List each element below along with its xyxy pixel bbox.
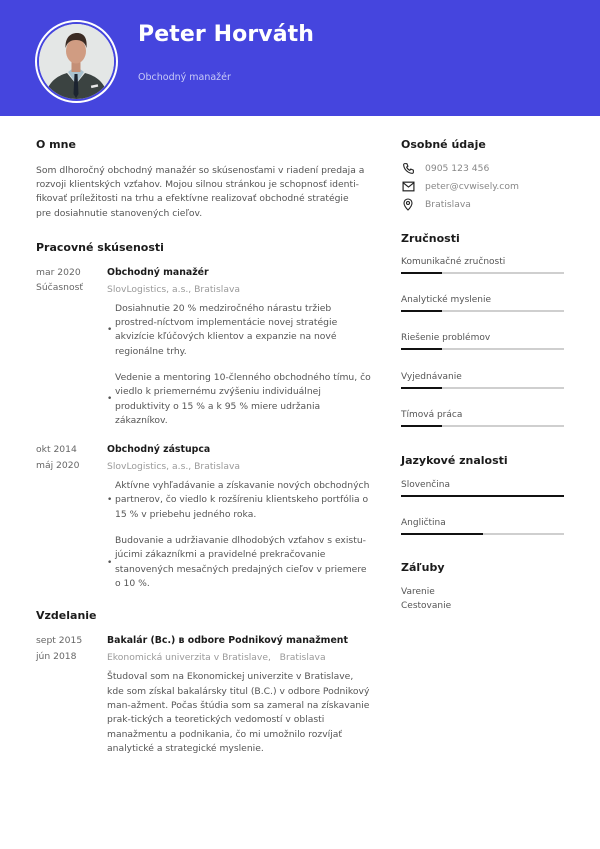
skill-bar-fill [401, 425, 442, 427]
skill-label: Vyjednávanie [401, 372, 462, 382]
language-label: Slovenčina [401, 480, 450, 490]
skill-item [401, 294, 564, 306]
skill-bar-fill [401, 348, 442, 350]
candidate-title: Obchodný manažér [138, 72, 231, 83]
main-column [36, 116, 372, 757]
skill-item [401, 371, 564, 383]
bullet-text: Vedenie a mentoring 10-členného obchodného tímu, čo viedlo k priemernému zvýšeniu individuálnej produktivity o 15 % a k 95 % miere udržania zákazníkov. [115, 372, 371, 426]
location-icon [401, 197, 415, 211]
skill-bar [401, 310, 564, 312]
bullet-list [107, 302, 372, 428]
end-date: Súčasnosť [36, 282, 83, 294]
education-entry-body [107, 633, 372, 756]
bullet-item [107, 371, 372, 428]
start-date: sept 2015 [36, 635, 83, 647]
work-entry [36, 265, 372, 432]
phone-icon [401, 161, 415, 175]
work-entry [36, 442, 372, 595]
language-bar [401, 495, 564, 497]
work-heading: Pracovné skúsenosti [36, 240, 164, 254]
bullet-text: Dosiahnutie 20 % medziročného nárastu tržieb prostred-níctvom implementácie novej stratégie akvizície kľúčových klientov a expanzie na nové regionálne trhy. [115, 302, 338, 357]
company: SlovLogistics, a.s., Bratislava [107, 461, 241, 473]
skill-bar-fill [401, 310, 442, 312]
skill-item [401, 332, 564, 344]
work-dates [36, 442, 107, 595]
contact-email [401, 179, 519, 193]
language-label: Angličtina [401, 518, 446, 528]
person-portrait-icon [39, 24, 114, 99]
bullet-icon: • [107, 394, 113, 405]
bullet-item [107, 479, 372, 522]
bullet-item [107, 534, 372, 591]
language-bar-fill [401, 533, 483, 535]
skill-label: Komunikačné zručnosti [401, 257, 506, 267]
email-value[interactable]: peter@cvwisely.com [425, 180, 519, 192]
skills-heading: Zručnosti [401, 232, 460, 245]
header-banner [0, 0, 600, 116]
skill-label: Riešenie problémov [401, 333, 491, 343]
skill-bar [401, 348, 564, 350]
work-dates [36, 265, 107, 432]
language-item [401, 517, 564, 529]
skill-item [401, 409, 564, 421]
about-text: Som dlhoročný obchodný manažér so skúsenosťami v riadení predaja a rozvoji klientských vzťahov. Mojou silnou stránkou je schopnosť identi-fikovať príležitosti na trhu a efektívne realizovať obchodné stratégie pre dosiahnutie stanovených cieľov. [36, 165, 365, 219]
bullet-item [107, 302, 372, 359]
school: Ekonomická univerzita v Bratislave, Bratislava [107, 652, 326, 664]
hobbies-heading: Záľuby [401, 561, 445, 574]
personal-heading: Osobné údaje [401, 138, 486, 151]
email-icon [401, 179, 415, 193]
language-bar-fill [401, 495, 564, 497]
education-entry [36, 633, 372, 756]
skill-bar [401, 425, 564, 427]
candidate-name: Peter Horváth [138, 22, 315, 47]
bullet-list [107, 479, 372, 591]
company: SlovLogistics, a.s., Bratislava [107, 283, 241, 295]
degree: Bakalár (Bc.) в odbore Podnikový manažment [107, 635, 348, 647]
skill-item [401, 256, 564, 268]
bullet-text: Aktívne vyhľadávanie a získavanie nových obchodných partnerov, čo viedlo k rozšíreniu klientskeho portfólia o 15 % v priebehu jedného roka. [115, 480, 370, 520]
hobby-item: Cestovanie [401, 601, 452, 611]
end-date: jún 2018 [36, 650, 77, 662]
bullet-icon: • [107, 325, 113, 336]
start-date: mar 2020 [36, 266, 81, 278]
avatar [35, 20, 118, 103]
education-dates [36, 633, 107, 756]
about-heading: O mne [36, 138, 76, 151]
job-title: Obchodný manažér [107, 266, 209, 278]
skill-bar-fill [401, 387, 442, 389]
language-item [401, 479, 564, 491]
language-bar [401, 533, 564, 535]
skill-bar [401, 387, 564, 389]
work-entry-body [107, 442, 372, 595]
phone-value[interactable]: 0905 123 456 [425, 162, 490, 174]
contact-phone [401, 161, 489, 175]
end-date: máj 2020 [36, 459, 80, 471]
bullet-icon: • [107, 557, 113, 568]
start-date: okt 2014 [36, 444, 77, 456]
languages-heading: Jazykové znalosti [401, 454, 508, 467]
bullet-icon: • [107, 495, 113, 506]
skill-bar [401, 272, 564, 274]
skill-label: Analytické myslenie [401, 295, 492, 305]
bullet-text: Budovanie a udržiavanie dlhodobých vzťahov s existu-júcimi zákazníkmi a pravidelné prekračovanie stanovených mesačných predajných cieľov v priemere o 10 %. [115, 535, 367, 589]
education-heading: Vzdelanie [36, 609, 97, 623]
skill-label: Tímová práca [401, 410, 463, 420]
work-entry-body [107, 265, 372, 432]
location-value: Bratislava [425, 198, 471, 210]
job-title: Obchodný zástupca [107, 444, 211, 456]
contact-location [401, 197, 471, 211]
hobby-item: Varenie [401, 587, 435, 597]
skill-bar-fill [401, 272, 442, 274]
profile-photo [39, 24, 114, 99]
education-description: Študoval som na Ekonomickej univerzite v Bratislave, kde som získal bakalársky titul (B.C.) v odbore Podnikový man-ažment. Počas štúdia som sa zameral na získavanie prak-tických a teoretických vedomostí v oblasti manažmentu a podnikania, čo mi umožnilo rozvíjať analytické a strategické myslenie. [107, 671, 370, 755]
